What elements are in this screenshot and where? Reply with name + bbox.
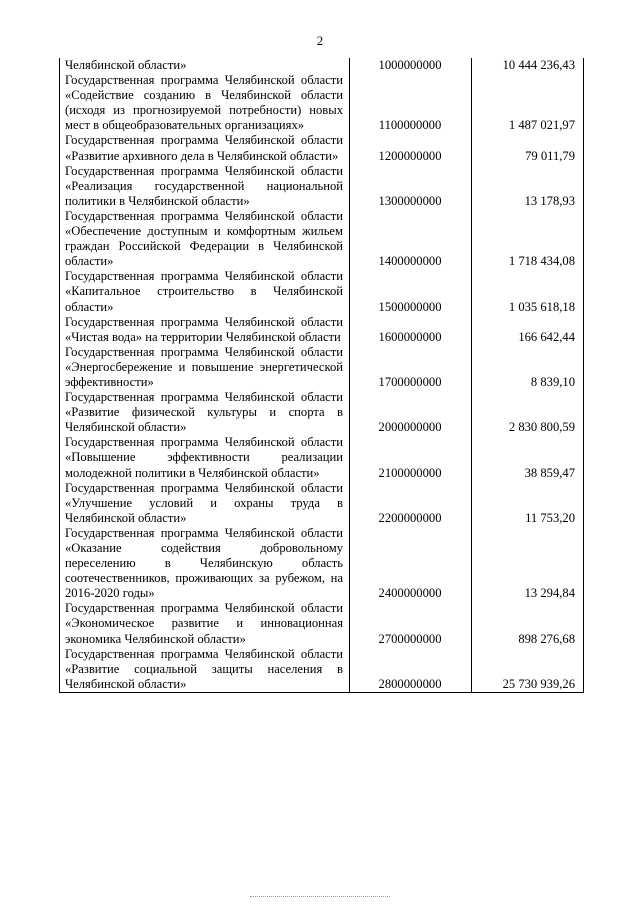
program-name: Государственная программа Челябинской области «Реализация государственной национальной политики в Челябинской области»	[60, 164, 350, 209]
table-row	[60, 601, 584, 646]
program-amount: 13 178,93	[472, 164, 584, 209]
program-code: 1000000000	[350, 58, 472, 73]
program-name: Государственная программа Челябинской области «Обеспечение доступным и комфортным жильем граждан Российской Федерации в Челябинской области»	[60, 209, 350, 269]
program-code: 2200000000	[350, 481, 472, 526]
table-row	[60, 390, 584, 435]
program-amount: 1 035 618,18	[472, 269, 584, 314]
program-amount: 1 718 434,08	[472, 209, 584, 269]
program-amount: 25 730 939,26	[472, 647, 584, 693]
program-name: Государственная программа Челябинской области «Оказание содействия добровольному переселению в Челябинскую область соотечественников, проживающих за рубежом, на 2016-2020 годы»	[60, 526, 350, 601]
table-row	[60, 647, 584, 693]
program-name: Государственная программа Челябинской области «Улучшение условий и охраны труда в Челябинской области»	[60, 481, 350, 526]
program-code: 2700000000	[350, 601, 472, 646]
program-amount: 13 294,84	[472, 526, 584, 601]
program-amount: 8 839,10	[472, 345, 584, 390]
program-code: 1200000000	[350, 133, 472, 163]
table-row	[60, 526, 584, 601]
program-name: Государственная программа Челябинской области «Энергосбережение и повышение энергетической эффективности»	[60, 345, 350, 390]
program-amount: 10 444 236,43	[472, 58, 584, 73]
program-name: Государственная программа Челябинской области «Развитие социальной защиты населения в Челябинской области»	[60, 647, 350, 693]
program-name: Государственная программа Челябинской области «Развитие архивного дела в Челябинской области»	[60, 133, 350, 163]
table-row	[60, 209, 584, 269]
table-row	[60, 481, 584, 526]
page-number: 2	[316, 33, 324, 48]
program-name: Государственная программа Челябинской области «Чистая вода» на территории Челябинской области	[60, 315, 350, 345]
program-name: Государственная программа Челябинской области «Развитие физической культуры и спорта в Челябинской области»	[60, 390, 350, 435]
table-row	[60, 315, 584, 345]
table-row	[60, 345, 584, 390]
table-row	[60, 269, 584, 314]
program-code: 2400000000	[350, 526, 472, 601]
program-code: 1700000000	[350, 345, 472, 390]
program-code: 1600000000	[350, 315, 472, 345]
table-row	[60, 164, 584, 209]
program-amount: 898 276,68	[472, 601, 584, 646]
program-code: 2800000000	[350, 647, 472, 693]
program-name: Государственная программа Челябинской области «Содействие созданию в Челябинской области (исходя из прогнозируемой потребности) новых мест в общеобразовательных организациях»	[60, 73, 350, 133]
program-amount: 11 753,20	[472, 481, 584, 526]
program-code: 1100000000	[350, 73, 472, 133]
program-code: 1400000000	[350, 209, 472, 269]
budget-table	[59, 58, 584, 693]
table-row	[60, 435, 584, 480]
table-row	[60, 133, 584, 163]
scan-artifact-line	[250, 896, 390, 898]
program-name: Государственная программа Челябинской области «Повышение эффективности реализации молодежной политики в Челябинской области»	[60, 435, 350, 480]
program-code: 2000000000	[350, 390, 472, 435]
program-name: Государственная программа Челябинской области «Капитальное строительство в Челябинской области»	[60, 269, 350, 314]
program-amount: 166 642,44	[472, 315, 584, 345]
program-name: Челябинской области»	[60, 58, 350, 73]
table-row	[60, 73, 584, 133]
program-code: 1300000000	[350, 164, 472, 209]
table-row	[60, 58, 584, 73]
program-amount: 1 487 021,97	[472, 73, 584, 133]
program-amount: 2 830 800,59	[472, 390, 584, 435]
program-code: 1500000000	[350, 269, 472, 314]
program-code: 2100000000	[350, 435, 472, 480]
program-amount: 38 859,47	[472, 435, 584, 480]
program-amount: 79 011,79	[472, 133, 584, 163]
program-name: Государственная программа Челябинской области «Экономическое развитие и инновационная экономика Челябинской области»	[60, 601, 350, 646]
